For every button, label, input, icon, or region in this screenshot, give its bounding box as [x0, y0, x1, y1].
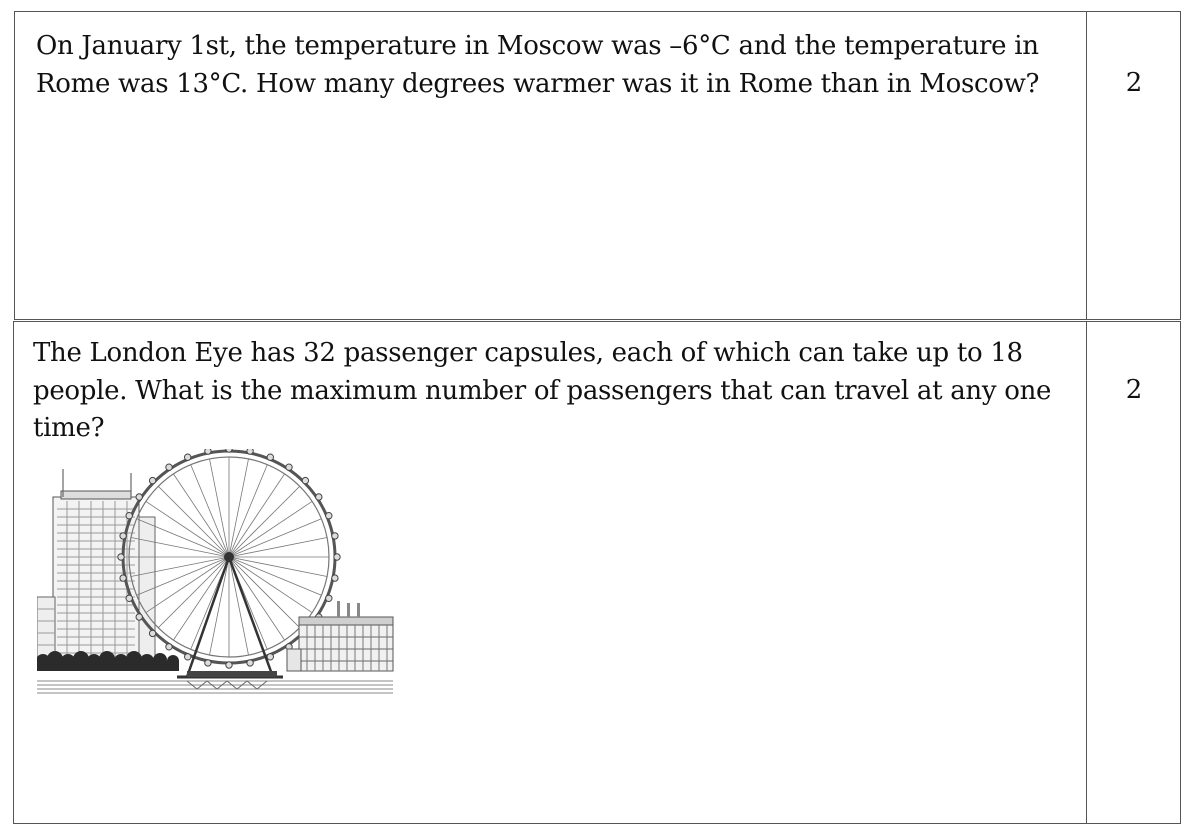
- question-row-2: [13, 321, 1181, 824]
- tree-line: [37, 651, 179, 671]
- question-1-text: On January 1st, the temperature in Moscow was –6°C and the temperature in Rome was 13°C. How many degrees warmer was it in Rome than in Moscow?: [36, 31, 1040, 99]
- marks-column-divider: [1086, 12, 1087, 319]
- question-row-1: [14, 11, 1181, 320]
- question-2-text: The London Eye has 32 passenger capsules, each of which can take up to 18 people. What is the maximum number of passengers that can travel at any one time?: [33, 338, 1052, 443]
- question-1-marks: 2: [1125, 68, 1143, 98]
- london-eye-illustration: [37, 449, 395, 694]
- riverside-terrace: [287, 601, 393, 671]
- question-2-marks: 2: [1125, 375, 1143, 405]
- pier: [187, 671, 277, 689]
